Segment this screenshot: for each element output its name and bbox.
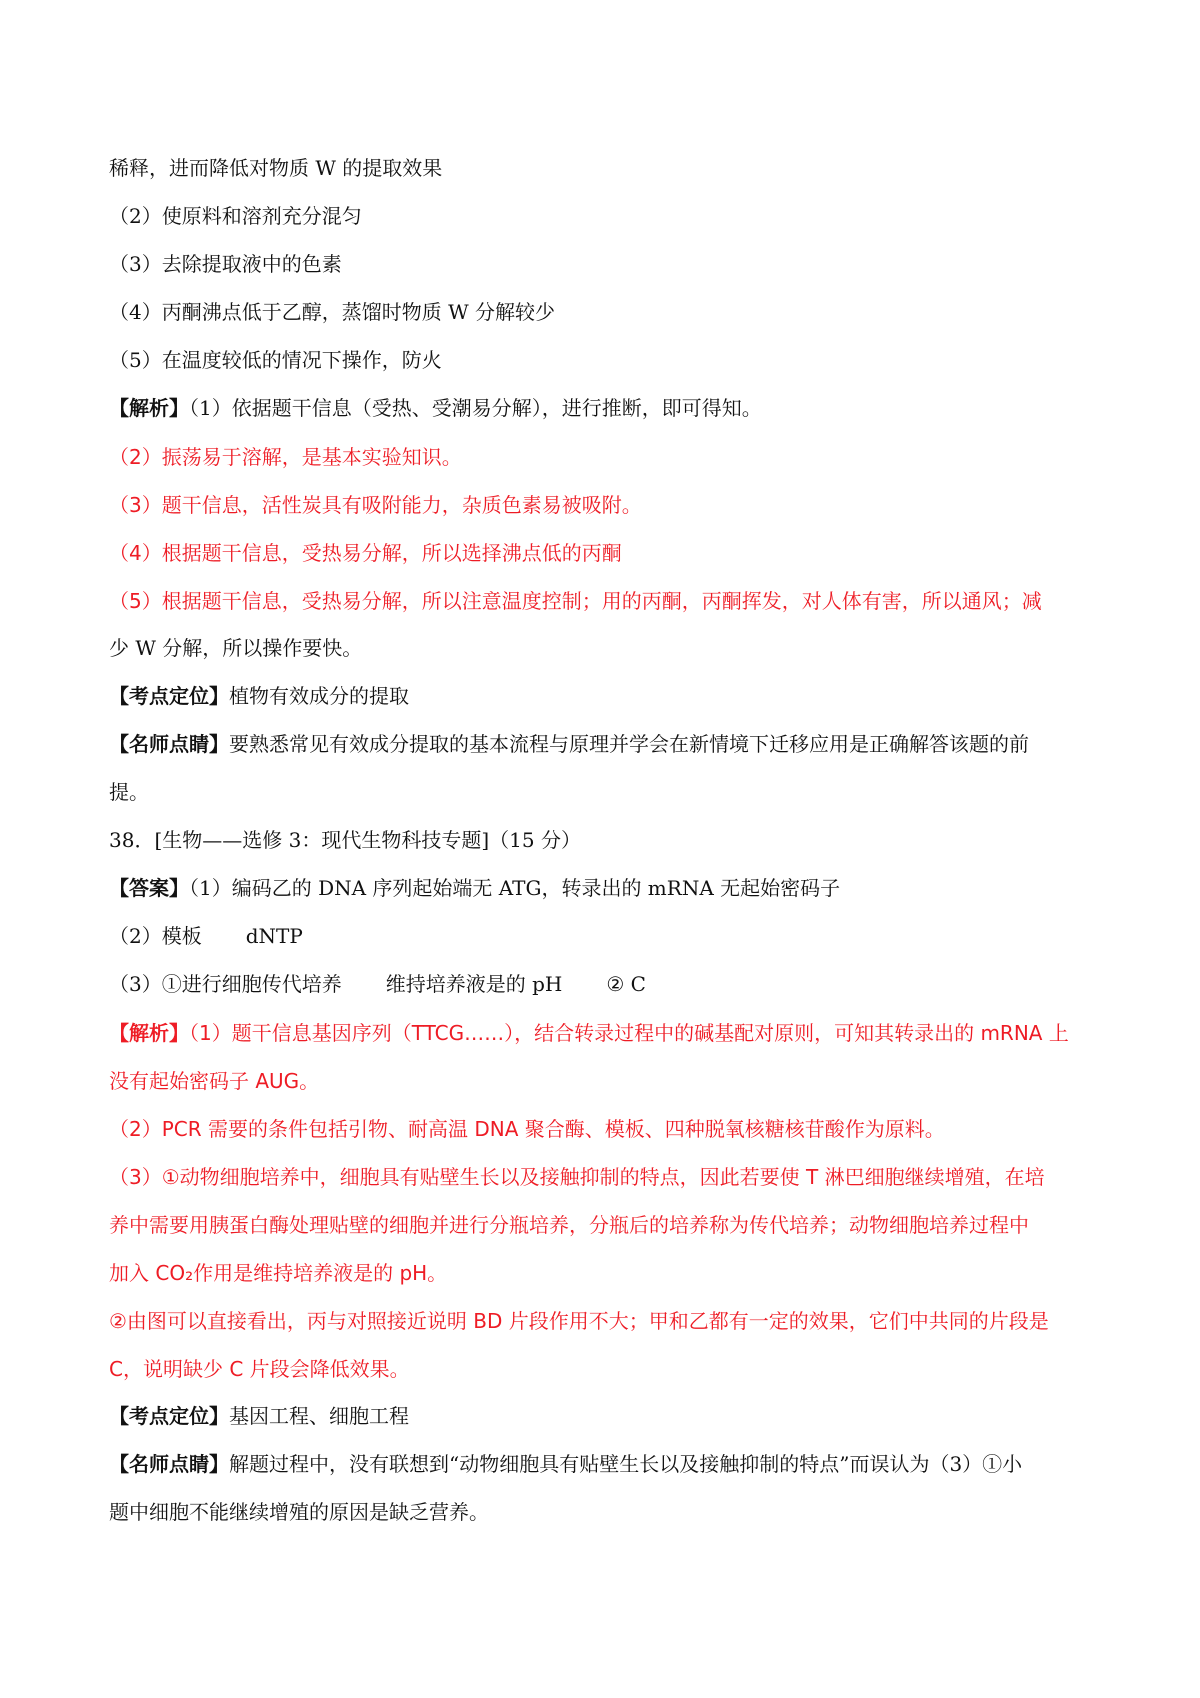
analysis-line-5-cont: 少 W 分解，所以操作要快。: [109, 636, 363, 660]
analysis-38-line-3-cont: 养中需要用胰蛋白酶处理贴壁的细胞并进行分瓶培养，分瓶后的培养称为传代培养；动物细胞培养过程中: [109, 1213, 1029, 1237]
analysis-38-tag: 【解析】: [109, 1021, 189, 1045]
teacher-tip-line: 【名师点睛】要熟悉常见有效成分提取的基本流程与原理并学会在新情境下迁移应用是正确解答该题的前: [109, 732, 1029, 756]
answer-line-4: （4）丙酮沸点低于乙醇，蒸馏时物质 W 分解较少: [109, 300, 555, 324]
answer-tag: 【答案】: [109, 876, 189, 900]
key-point-38-line: 【考点定位】基因工程、细胞工程: [109, 1404, 409, 1428]
key-point-line: 【考点定位】植物有效成分的提取: [109, 684, 409, 708]
answer-38-line-1: 【答案】（1）编码乙的 DNA 序列起始端无 ATG，转录出的 mRNA 无起始密码子: [109, 876, 841, 900]
analysis-line-2: （2）振荡易于溶解，是基本实验知识。: [109, 445, 462, 469]
answer-line-5: （5）在温度较低的情况下操作，防火: [109, 348, 442, 372]
teacher-tip-38-line-cont: 题中细胞不能继续增殖的原因是缺乏营养。: [109, 1500, 489, 1524]
answer-line-continuation: 稀释，进而降低对物质 W 的提取效果: [109, 156, 443, 180]
analysis-38-line-1-cont: 没有起始密码子 AUG。: [109, 1069, 320, 1093]
analysis-38-line-3-cont2: 加入 CO₂作用是维持培养液是的 pH。: [109, 1261, 448, 1285]
analysis-line-4: （4）根据题干信息，受热易分解，所以选择沸点低的丙酮: [109, 541, 622, 565]
analysis-38-line-3: （3）①动物细胞培养中，细胞具有贴壁生长以及接触抑制的特点，因此若要使 T 淋巴细胞继续增殖，在培: [109, 1165, 1045, 1189]
answer-line-3: （3）去除提取液中的色素: [109, 252, 342, 276]
key-point-38-tag: 【考点定位】: [109, 1404, 229, 1428]
answer-38-line-2: （2）模板 dNTP: [109, 924, 303, 948]
analysis-tag: 【解析】: [109, 396, 189, 420]
answer-38-line-3: （3）①进行细胞传代培养 维持培养液是的 pH ② C: [109, 972, 646, 996]
analysis-38-line-4: ②由图可以直接看出，丙与对照接近说明 BD 片段作用不大；甲和乙都有一定的效果，它们中共同的片段是: [109, 1309, 1049, 1333]
analysis-38-line-2: （2）PCR 需要的条件包括引物、耐高温 DNA 聚合酶、模板、四种脱氧核糖核苷酸作为原料。: [109, 1117, 945, 1141]
teacher-tip-38-line: 【名师点睛】解题过程中，没有联想到“动物细胞具有贴壁生长以及接触抑制的特点”而误认为（3）①小: [109, 1452, 1023, 1476]
analysis-38-line-1: 【解析】（1）题干信息基因序列（TTCG……），结合转录过程中的碱基配对原则，可知其转录出的 mRNA 上: [109, 1021, 1069, 1045]
question-38-title: 38．[生物——选修 3：现代生物科技专题]（15 分）: [109, 828, 581, 852]
key-point-tag: 【考点定位】: [109, 684, 229, 708]
analysis-line-5: （5）根据题干信息，受热易分解，所以注意温度控制；用的丙酮，丙酮挥发，对人体有害，所以通风；减: [109, 589, 1042, 613]
answer-line-2: （2）使原料和溶剂充分混匀: [109, 204, 362, 228]
analysis-38-line-4-cont: C，说明缺少 C 片段会降低效果。: [109, 1357, 410, 1381]
teacher-tip-tag: 【名师点睛】: [109, 732, 229, 756]
teacher-tip-line-cont: 提。: [109, 780, 149, 804]
teacher-tip-38-tag: 【名师点睛】: [109, 1452, 229, 1476]
analysis-line-3: （3）题干信息，活性炭具有吸附能力，杂质色素易被吸附。: [109, 493, 642, 517]
analysis-line-1: 【解析】（1）依据题干信息（受热、受潮易分解），进行推断，即可得知。: [109, 396, 762, 420]
